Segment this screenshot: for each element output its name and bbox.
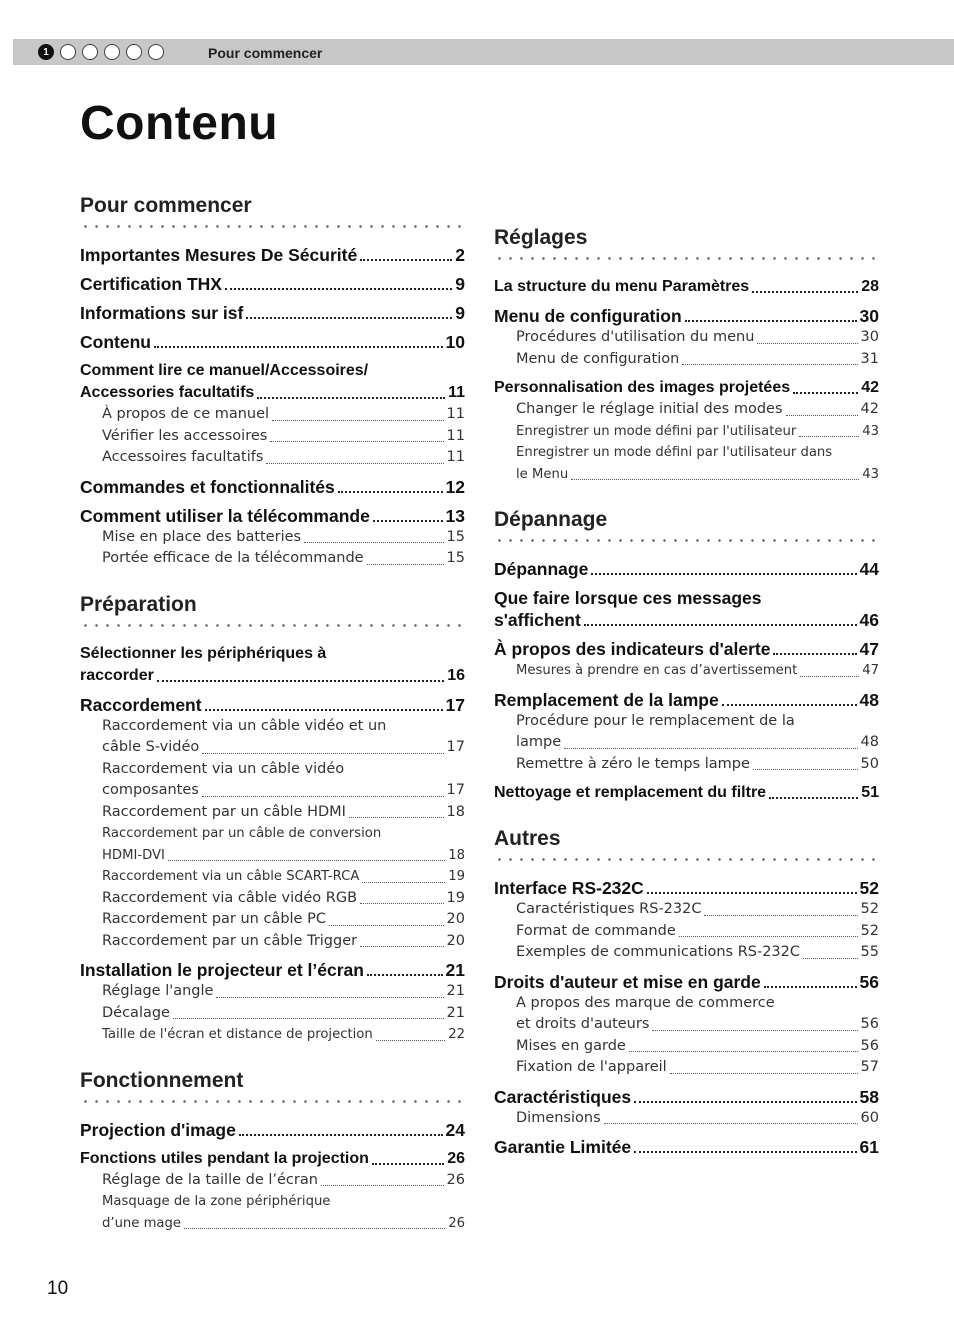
dot-leader <box>157 680 444 682</box>
entry-title: Raccordement <box>80 694 202 715</box>
entry-page-number: 26 <box>447 1149 465 1167</box>
entry-title: Portée efficace de la télécommande <box>102 550 364 566</box>
dot-leader <box>679 936 858 937</box>
dot-leader <box>321 1185 444 1186</box>
entry-title: Raccordement via câble vidéo RGB <box>102 889 358 906</box>
toc-subentry[interactable] <box>80 823 465 866</box>
dot-leader <box>349 817 444 818</box>
dot-leader <box>753 769 858 770</box>
entry-title: À propos de ce manuel <box>102 406 270 422</box>
toc-entry[interactable] <box>80 505 465 527</box>
toc-subentry[interactable] <box>494 349 879 371</box>
dot-leader <box>205 709 443 711</box>
toc-entry[interactable] <box>494 971 879 993</box>
toc-entry[interactable] <box>494 877 879 899</box>
section-dotted-rule <box>80 225 465 228</box>
toc-subentry[interactable] <box>494 711 879 754</box>
entry-title: Nettoyage et remplacement du filtre <box>494 784 767 801</box>
entry-title: composantes <box>102 782 199 798</box>
toc-entry[interactable] <box>80 360 465 404</box>
toc-right-column <box>494 225 879 1180</box>
toc-subentry[interactable] <box>494 442 879 485</box>
dot-leader <box>304 542 443 543</box>
entry-title-line: A propos des marque de commerce <box>516 994 775 1011</box>
entry-title: La structure du menu Paramètres <box>494 278 750 295</box>
entry-title: Procédures d'utilisation du menu <box>516 329 755 345</box>
entry-title: Dépannage <box>494 559 589 579</box>
toc-subentry[interactable] <box>80 404 465 426</box>
entry-page-number: 11 <box>446 427 465 444</box>
toc-subentry[interactable] <box>80 759 465 802</box>
chapter-step-current: 1 <box>38 44 54 60</box>
entry-title: Vérifier les accessoires <box>102 427 268 444</box>
toc-subentry[interactable] <box>494 1057 879 1079</box>
entry-title: Enregistrer un mode défini par l'utilisateur <box>516 423 797 439</box>
entry-page-number: 26 <box>448 1215 465 1231</box>
toc-section <box>494 826 879 1158</box>
entry-page-number: 46 <box>859 610 879 630</box>
dot-leader <box>216 997 443 998</box>
chapter-step <box>104 44 120 60</box>
entry-page-number: 19 <box>448 869 465 884</box>
entry-title: Dimensions <box>516 1109 601 1126</box>
dot-leader <box>373 520 443 522</box>
section-dotted-rule <box>80 1100 465 1103</box>
toc-entry[interactable] <box>494 638 879 660</box>
toc-subentry[interactable] <box>494 399 879 421</box>
entry-page-number: 20 <box>446 911 465 927</box>
toc-subentry[interactable] <box>494 1036 879 1058</box>
entry-title: Raccordement via un câble SCART-RCA <box>102 869 360 884</box>
toc-entry[interactable] <box>80 959 465 981</box>
dot-leader <box>634 1151 856 1153</box>
entry-title: Caractéristiques RS-232C <box>516 901 702 917</box>
dot-leader <box>647 892 857 894</box>
page-number: 10 <box>47 1278 69 1299</box>
dot-leader <box>202 796 444 797</box>
section-title: Fonctionnement <box>80 1068 244 1092</box>
toc-subentry[interactable] <box>494 660 879 682</box>
entry-page-number: 12 <box>445 476 465 497</box>
toc-section <box>80 193 465 570</box>
toc-section <box>494 225 879 485</box>
entry-page-number: 47 <box>859 639 879 659</box>
dot-leader <box>685 320 857 322</box>
entry-title: À propos des indicateurs d'alerte <box>494 639 771 659</box>
toc-subentry[interactable] <box>80 527 465 549</box>
toc-entry[interactable] <box>494 377 879 399</box>
dot-leader <box>571 479 859 480</box>
dot-leader <box>173 1018 444 1019</box>
entry-title: et droits d'auteurs <box>516 1016 650 1032</box>
dot-leader <box>225 288 452 290</box>
entry-title: Interface RS-232C <box>494 878 644 898</box>
toc-subentry[interactable] <box>80 909 465 931</box>
entry-page-number: 21 <box>445 960 465 980</box>
dot-leader <box>338 491 443 493</box>
chapter-step <box>126 44 142 60</box>
dot-leader <box>360 259 452 261</box>
dot-leader <box>168 860 445 861</box>
entry-page-number: 56 <box>859 971 879 992</box>
entry-title: Exemples de communications RS-232C <box>516 944 801 960</box>
toc-entry[interactable] <box>494 1086 879 1108</box>
entry-title: Fixation de l'appareil <box>516 1059 667 1075</box>
entry-title: Raccordement par un câble Trigger <box>102 932 358 949</box>
entry-page-number: 22 <box>448 1027 465 1042</box>
entry-title: HDMI-DVI <box>102 847 165 863</box>
entry-page-number: 60 <box>860 1109 879 1126</box>
dot-leader <box>773 653 856 655</box>
entry-page-number: 16 <box>447 666 465 684</box>
entry-title: Réglage l'angle <box>102 983 214 999</box>
entry-page-number: 17 <box>445 694 465 715</box>
toc-entry[interactable] <box>80 1119 465 1141</box>
dot-leader <box>670 1073 858 1074</box>
entry-title: Raccordement par un câble HDMI <box>102 803 346 820</box>
toc-subentry[interactable] <box>80 1003 465 1025</box>
dot-leader <box>564 748 857 749</box>
entry-page-number: 51 <box>861 784 879 801</box>
entry-page-number: 28 <box>861 278 879 295</box>
entry-title: Importantes Mesures De Sécurité <box>80 245 358 265</box>
entry-title: Comment utiliser la télécommande <box>80 505 370 526</box>
entry-title: lampe <box>516 734 562 750</box>
dot-leader <box>704 915 857 916</box>
dot-leader <box>257 397 445 399</box>
entry-title: Mise en place des batteries <box>102 528 302 545</box>
entry-title: Réglage de la taille de l’écran <box>102 1171 318 1188</box>
dot-leader <box>757 343 857 344</box>
entry-page-number: 52 <box>859 878 879 898</box>
entry-page-number: 47 <box>862 663 879 678</box>
dot-leader <box>360 946 443 947</box>
entry-page-number: 50 <box>860 755 879 772</box>
entry-title: Format de commande <box>516 922 676 939</box>
dot-leader <box>629 1051 858 1052</box>
dot-leader <box>722 704 857 706</box>
dot-leader <box>246 317 452 319</box>
section-title: Dépannage <box>494 508 608 531</box>
entry-page-number: 26 <box>446 1171 465 1188</box>
entry-page-number: 44 <box>859 559 879 579</box>
section-title: Pour commencer <box>80 194 252 217</box>
toc-subentry[interactable] <box>80 1191 465 1234</box>
entry-page-number: 56 <box>860 1016 879 1032</box>
dot-leader <box>329 925 444 926</box>
entry-title-line: Comment lire ce manuel/Accessoires/ <box>80 362 369 379</box>
entry-title-line: Raccordement par un câble de conversion <box>102 826 382 841</box>
chapter-progress-indicator <box>38 44 164 60</box>
entry-page-number: 18 <box>448 847 465 863</box>
dot-leader <box>202 753 443 754</box>
entry-page-number: 43 <box>862 423 879 439</box>
entry-page-number: 61 <box>859 1137 879 1157</box>
entry-page-number: 17 <box>446 782 465 798</box>
section-dotted-rule <box>494 858 879 861</box>
toc-subentry[interactable] <box>494 1108 879 1130</box>
entry-page-number: 42 <box>861 379 879 396</box>
entry-title: Droits d'auteur et mise en garde <box>494 971 761 992</box>
entry-page-number: 9 <box>455 303 465 323</box>
entry-page-number: 48 <box>860 734 879 750</box>
entry-title: Remettre à zéro le temps lampe <box>516 755 750 772</box>
toc-subentry[interactable] <box>80 802 465 824</box>
dot-leader <box>360 903 444 904</box>
entry-page-number: 15 <box>446 550 465 566</box>
entry-page-number: 11 <box>448 384 465 401</box>
toc-entry[interactable] <box>494 587 879 631</box>
dot-leader <box>239 1134 443 1136</box>
entry-title: Menu de configuration <box>516 350 680 367</box>
dot-leader <box>803 958 858 959</box>
entry-title: Changer le réglage initial des modes <box>516 401 783 417</box>
entry-title-line: Procédure pour le remplacement de la <box>516 712 795 729</box>
entry-page-number: 18 <box>446 803 465 820</box>
entry-title: Contenu <box>80 332 151 352</box>
entry-title-line: Raccordement via un câble vidéo <box>102 760 345 777</box>
dot-leader <box>584 624 857 626</box>
dot-leader <box>652 1030 857 1031</box>
toc-subentry[interactable] <box>80 1024 465 1046</box>
entry-title-line: Que faire lorsque ces messages <box>494 588 762 608</box>
dot-leader <box>634 1101 856 1103</box>
toc-subentry[interactable] <box>80 716 465 759</box>
entry-page-number: 57 <box>860 1059 879 1075</box>
dot-leader <box>154 346 443 348</box>
entry-title: Installation le projecteur et l’écran <box>80 960 364 980</box>
toc-entry[interactable] <box>494 1136 879 1158</box>
toc-subentry[interactable] <box>80 426 465 448</box>
toc-entry[interactable] <box>494 782 879 804</box>
entry-title: Taille de l'écran et distance de projection <box>102 1027 373 1042</box>
dot-leader <box>184 1228 445 1229</box>
entry-page-number: 21 <box>446 1004 465 1021</box>
dot-leader <box>786 415 858 416</box>
entry-title: câble S-vidéo <box>102 739 200 755</box>
toc-subentry[interactable] <box>494 942 879 964</box>
dot-leader <box>682 364 857 365</box>
entry-title: Accessories facultatifs <box>80 384 255 401</box>
toc-subentry[interactable] <box>80 931 465 953</box>
toc-entry[interactable] <box>80 1148 465 1170</box>
entry-page-number: 21 <box>446 983 465 999</box>
entry-page-number: 42 <box>860 401 879 417</box>
entry-title: Décalage <box>102 1004 170 1021</box>
toc-entry[interactable] <box>494 558 879 580</box>
toc-entry[interactable] <box>494 276 879 298</box>
entry-page-number: 30 <box>859 306 879 326</box>
entry-page-number: 30 <box>860 329 879 345</box>
toc-entry[interactable] <box>80 273 465 295</box>
entry-title: Fonctions utiles pendant la projection <box>80 1149 369 1167</box>
dot-leader <box>591 573 856 575</box>
dot-leader <box>799 436 859 437</box>
entry-page-number: 24 <box>445 1119 465 1140</box>
entry-page-number: 9 <box>455 274 465 294</box>
entry-title: Mises en garde <box>516 1037 626 1054</box>
toc-subentry[interactable] <box>494 754 879 776</box>
dot-leader <box>793 392 858 394</box>
entry-page-number: 31 <box>860 350 879 367</box>
toc-left-column <box>80 193 465 1256</box>
section-title: Réglages <box>494 226 588 249</box>
toc-section <box>80 1068 465 1235</box>
entry-title: Mesures à prendre en cas d’avertissement <box>516 663 798 678</box>
dot-leader <box>367 564 444 565</box>
entry-page-number: 11 <box>446 449 465 465</box>
chapter-step <box>82 44 98 60</box>
toc-entry[interactable] <box>80 331 465 353</box>
entry-page-number: 52 <box>860 922 879 939</box>
section-dotted-rule <box>80 624 465 627</box>
dot-leader <box>769 797 858 799</box>
entry-title-line: Raccordement via un câble vidéo et un <box>102 717 387 734</box>
chapter-step <box>148 44 164 60</box>
entry-title: Accessoires facultatifs <box>102 449 264 465</box>
entry-title: Commandes et fonctionnalités <box>80 476 335 497</box>
toc-section <box>80 592 465 1046</box>
dot-leader <box>266 463 443 464</box>
toc-subentry[interactable] <box>80 866 465 888</box>
toc-subentry[interactable] <box>80 981 465 1003</box>
entry-page-number: 10 <box>445 332 465 352</box>
toc-subentry[interactable] <box>494 421 879 443</box>
dot-leader <box>372 1163 444 1165</box>
toc-subentry[interactable] <box>494 993 879 1036</box>
section-dotted-rule <box>494 539 879 542</box>
toc-entry[interactable] <box>494 305 879 327</box>
entry-page-number: 17 <box>446 739 465 755</box>
dot-leader <box>752 291 858 293</box>
entry-page-number: 19 <box>446 889 465 906</box>
entry-title: le Menu <box>516 466 569 482</box>
entry-title: Garantie Limitée <box>494 1137 632 1157</box>
entry-page-number: 20 <box>446 932 465 949</box>
entry-title: Raccordement par un câble PC <box>102 911 326 927</box>
entry-page-number: 2 <box>455 245 465 265</box>
toc-entry[interactable] <box>80 244 465 266</box>
entry-page-number: 56 <box>860 1037 879 1054</box>
entry-title: Projection d'image <box>80 1119 236 1140</box>
toc-subentry[interactable] <box>494 899 879 921</box>
toc-entry[interactable] <box>494 689 879 711</box>
entry-page-number: 13 <box>445 505 465 526</box>
entry-title: Informations sur isf <box>80 303 244 323</box>
entry-page-number: 48 <box>859 689 879 710</box>
entry-title-line: Sélectionner les périphériques à <box>80 644 327 662</box>
toc-entry[interactable] <box>80 476 465 498</box>
chapter-label: Pour commencer <box>208 45 323 61</box>
toc-subentry[interactable] <box>80 888 465 910</box>
section-title: Autres <box>494 827 561 850</box>
toc-section <box>494 507 879 804</box>
entry-title: Personnalisation des images projetées <box>494 379 791 396</box>
dot-leader <box>376 1040 446 1041</box>
toc-subentry[interactable] <box>80 548 465 570</box>
dot-leader <box>362 882 445 883</box>
entry-page-number: 52 <box>860 901 879 917</box>
dot-leader <box>604 1123 858 1124</box>
entry-title-line: Masquage de la zone périphérique <box>102 1194 331 1209</box>
entry-title: Remplacement de la lampe <box>494 689 719 710</box>
toc-entry[interactable] <box>80 694 465 716</box>
dot-leader <box>800 676 859 677</box>
dot-leader <box>367 974 443 976</box>
entry-title: Menu de configuration <box>494 306 682 326</box>
entry-page-number: 58 <box>859 1086 879 1107</box>
entry-title: Certification THX <box>80 274 222 294</box>
entry-title: d’une mage <box>102 1215 181 1231</box>
entry-title: raccorder <box>80 666 154 684</box>
entry-page-number: 15 <box>446 528 465 545</box>
toc-subentry[interactable] <box>494 327 879 349</box>
toc-subentry[interactable] <box>494 921 879 943</box>
section-dotted-rule <box>494 257 879 260</box>
entry-page-number: 11 <box>446 406 465 422</box>
page-title: Contenu <box>80 97 279 150</box>
entry-title: Caractéristiques <box>494 1086 632 1107</box>
chapter-step <box>60 44 76 60</box>
entry-page-number: 55 <box>860 944 879 960</box>
section-title: Préparation <box>80 592 197 616</box>
entry-title: s'affichent <box>494 610 581 630</box>
entry-page-number: 43 <box>862 466 879 482</box>
dot-leader <box>270 441 443 442</box>
toc-entry[interactable] <box>80 643 465 687</box>
dot-leader <box>272 420 443 421</box>
dot-leader <box>764 986 857 988</box>
toc-subentry[interactable] <box>80 1170 465 1192</box>
entry-title-line: Enregistrer un mode défini par l'utilisateur dans <box>516 445 833 460</box>
toc-subentry[interactable] <box>80 447 465 469</box>
toc-entry[interactable] <box>80 302 465 324</box>
